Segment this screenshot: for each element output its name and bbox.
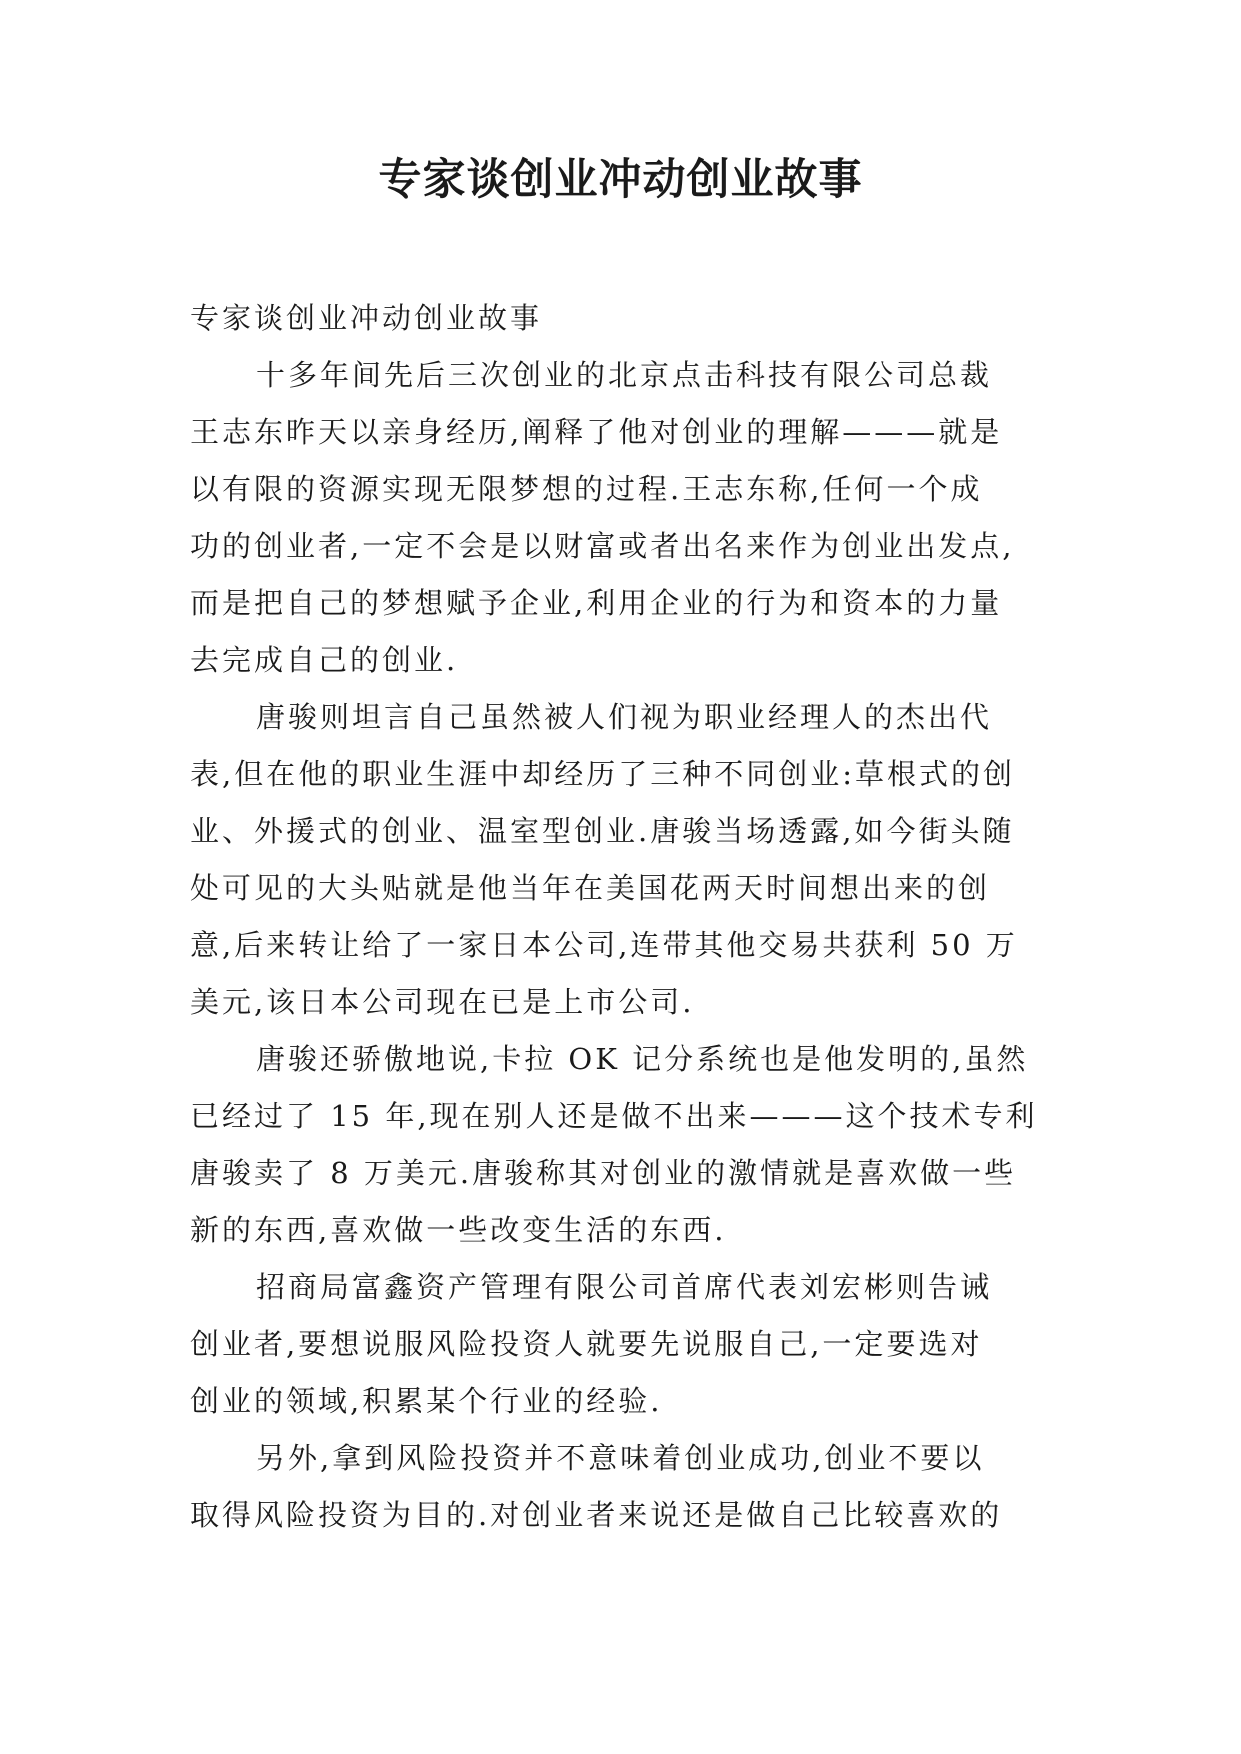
text-line: 另外,拿到风险投资并不意味着创业成功,创业不要以 (256, 1441, 985, 1475)
text-line: 唐骏则坦言自己虽然被人们视为职业经理人的杰出代 (256, 700, 993, 734)
text-line: 唐骏还骄傲地说,卡拉 OK 记分系统也是他发明的,虽然 (256, 1042, 1029, 1076)
text-line: 招商局富鑫资产管理有限公司首席代表刘宏彬则告诫 (256, 1270, 993, 1304)
text-line: 功的创业者,一定不会是以财富或者出名来作为创业出发点, (190, 529, 1015, 563)
paragraph (190, 1031, 1056, 1259)
text-line: 创业的领域,积累某个行业的经验. (190, 1384, 663, 1418)
text-line: 处可见的大头贴就是他当年在美国花两天时间想出来的创 (190, 871, 991, 905)
text-line: 业、外援式的创业、温室型创业.唐骏当场透露,如今街头随 (190, 814, 1015, 848)
text-line: 去完成自己的创业. (190, 643, 459, 677)
text-line: 意,后来转让给了一家日本公司,连带其他交易共获利 50 万 (190, 928, 1018, 962)
text-line: 表,但在他的职业生涯中却经历了三种不同创业:草根式的创 (190, 757, 1015, 791)
text-line: 取得风险投资为目的.对创业者来说还是做自己比较喜欢的 (190, 1498, 1003, 1532)
paragraph (190, 1430, 1056, 1544)
text-line: 唐骏卖了 8 万美元.唐骏称其对创业的激情就是喜欢做一些 (190, 1156, 1017, 1190)
paragraph (190, 1259, 1056, 1430)
paragraph (190, 347, 1056, 689)
paragraph (190, 689, 1056, 1031)
text-line: 而是把自己的梦想赋予企业,利用企业的行为和资本的力量 (190, 586, 1003, 620)
text-line: 创业者,要想说服风险投资人就要先说服自己,一定要选对 (190, 1327, 983, 1361)
document-subtitle: 专家谈创业冲动创业故事 (190, 301, 543, 335)
text-line: 美元,该日本公司现在已是上市公司. (190, 985, 695, 1019)
text-line: 新的东西,喜欢做一些改变生活的东西. (190, 1213, 727, 1247)
text-line: 十多年间先后三次创业的北京点击科技有限公司总裁 (256, 358, 993, 392)
document-title: 专家谈创业冲动创业故事 (378, 155, 863, 205)
text-line: 以有限的资源实现无限梦想的过程.王志东称,任何一个成 (190, 472, 983, 506)
text-line: 已经过了 15 年,现在别人还是做不出来———这个技术专利 (190, 1099, 1038, 1133)
document-body (190, 290, 1056, 1544)
text-line: 王志东昨天以亲身经历,阐释了他对创业的理解———就是 (190, 415, 1003, 449)
